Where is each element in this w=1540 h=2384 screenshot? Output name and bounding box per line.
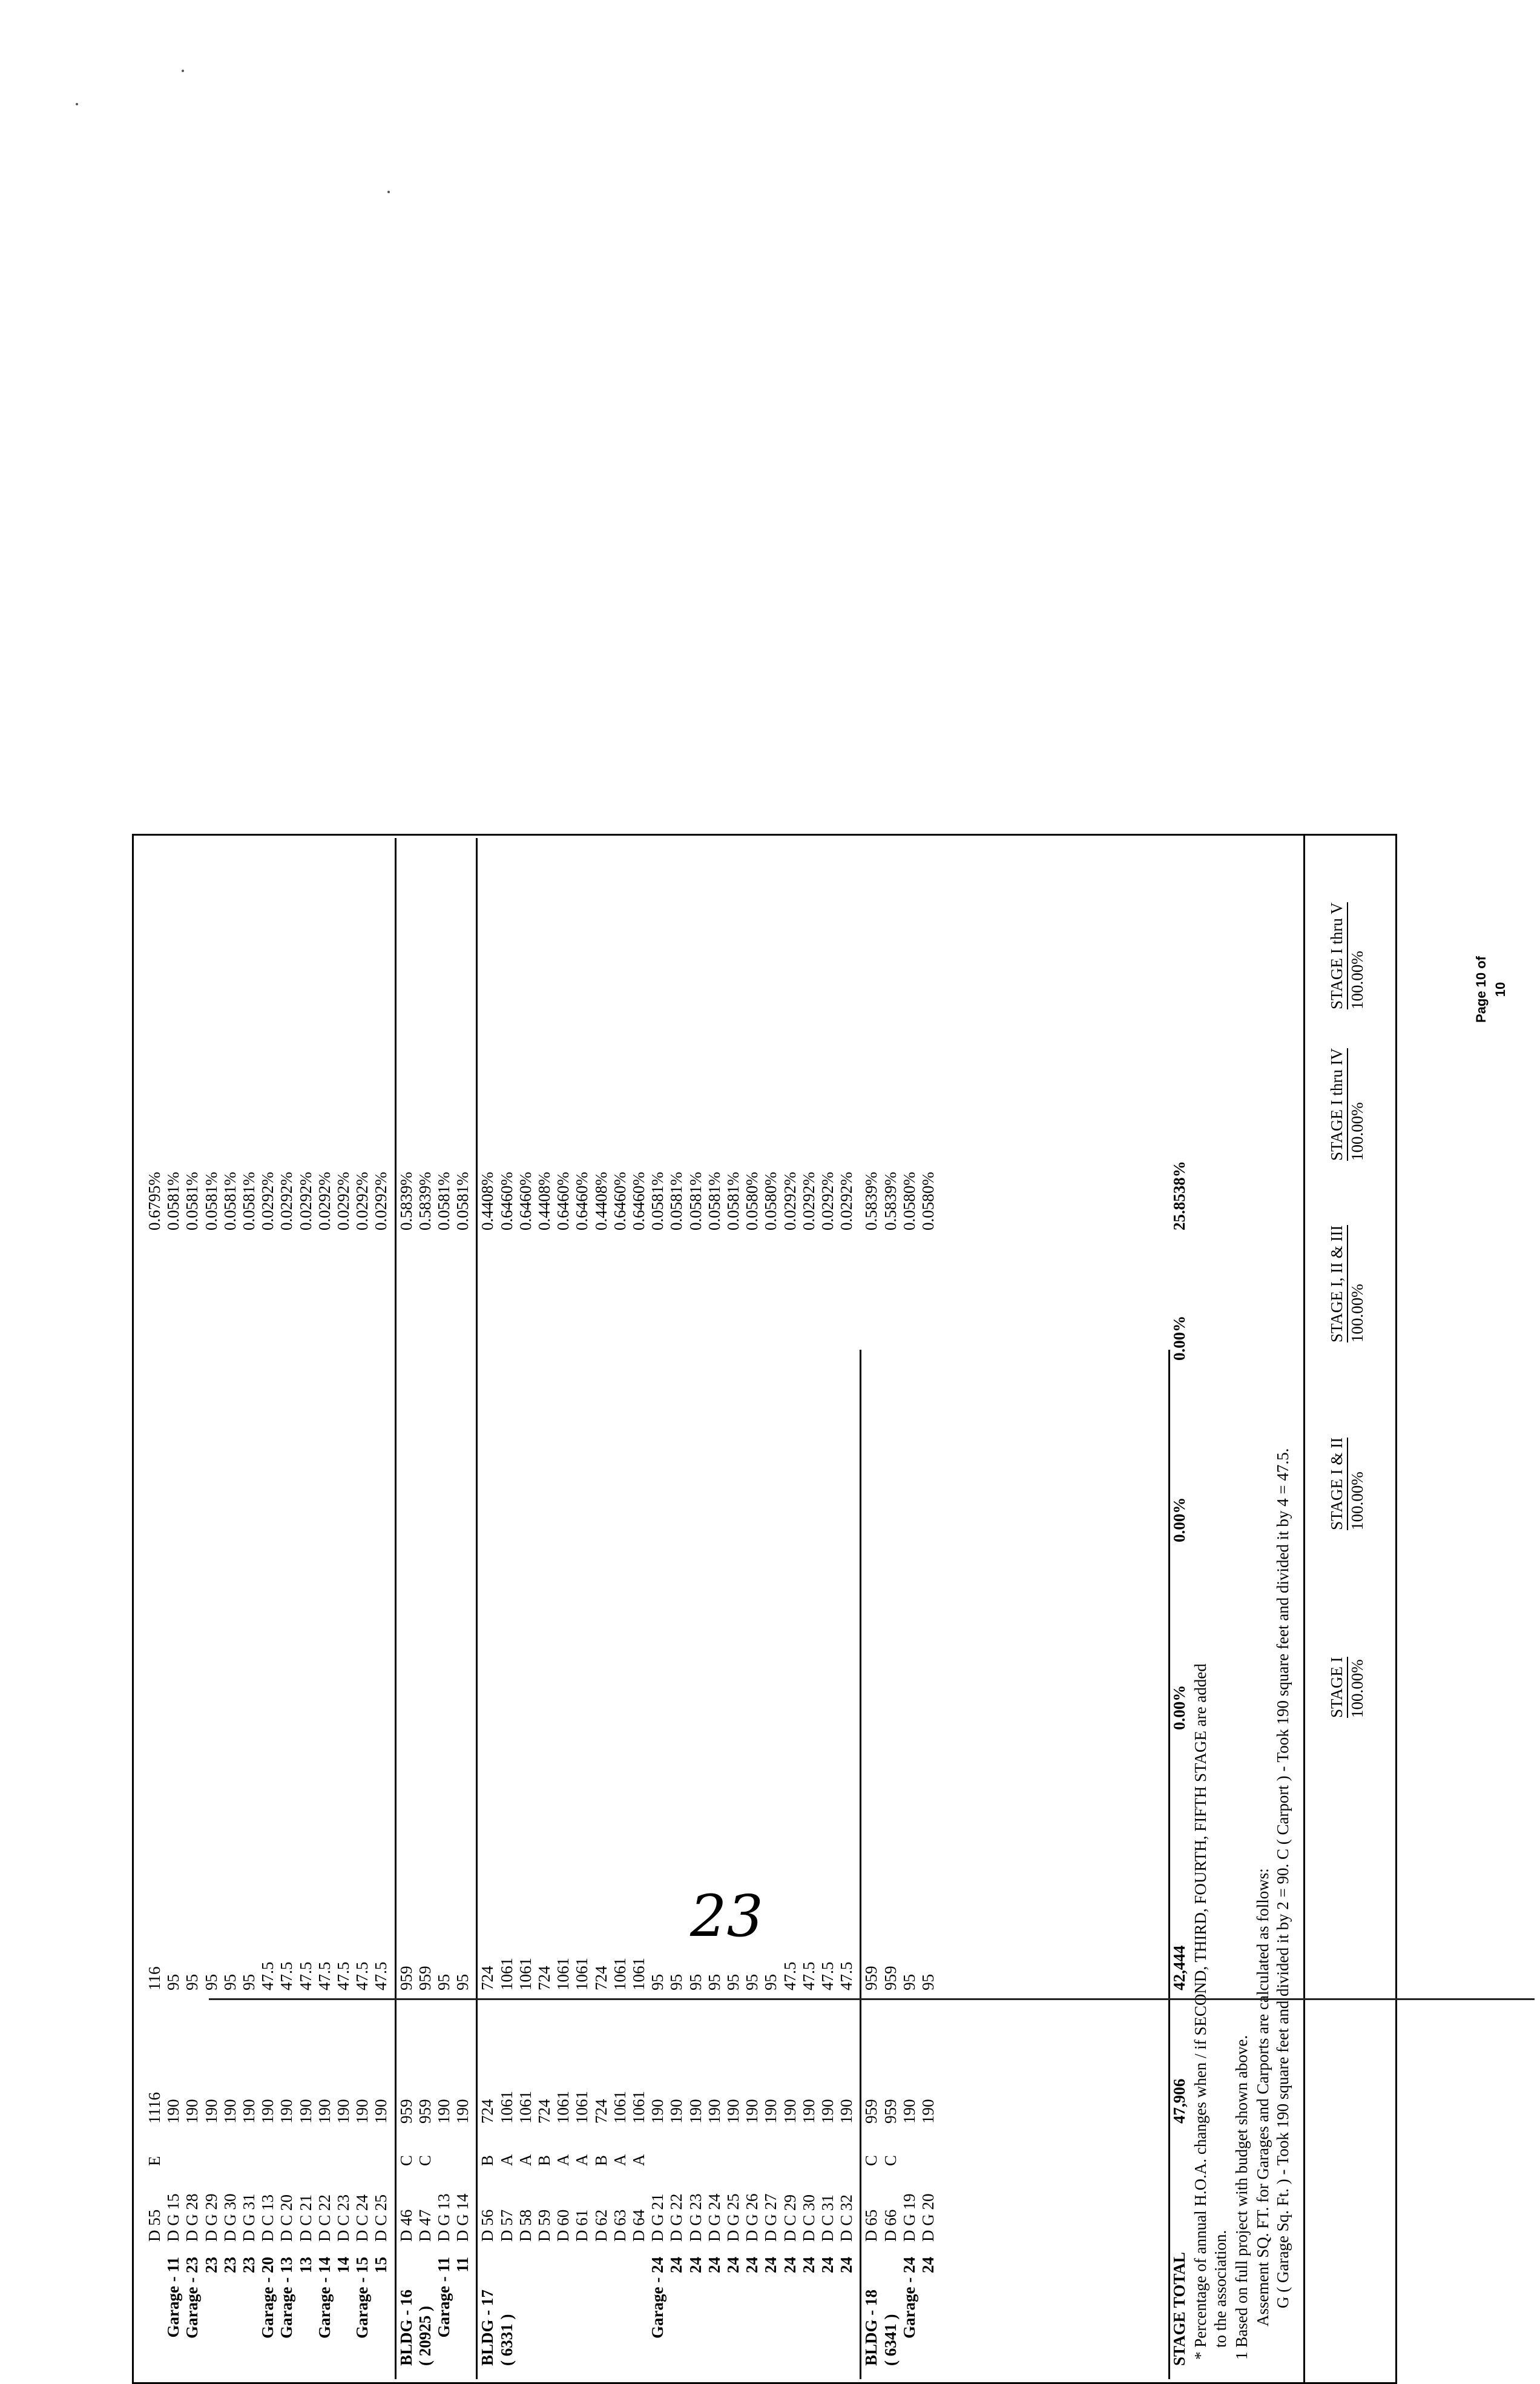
group-label: Garage - 13 <box>277 2257 296 2339</box>
unit-id: D G 20 <box>919 2193 937 2242</box>
unit-type: C <box>881 2155 900 2166</box>
square-feet: 1061 <box>554 2091 573 2124</box>
group-rule <box>860 1350 861 2379</box>
assessment-square-feet: 47.5 <box>837 1961 856 1990</box>
assessment-square-feet: 959 <box>397 1966 415 1990</box>
square-feet: 190 <box>277 2099 296 2124</box>
unit-id: D G 24 <box>705 2193 723 2242</box>
percentage: 0.0580% <box>743 1172 762 1230</box>
note-budget: 1 Based on full project with budget shown above. <box>1232 2035 1251 2360</box>
square-feet: 724 <box>535 2099 553 2124</box>
assessment-square-feet: 47.5 <box>334 1961 352 1990</box>
percentage: 0.0581% <box>705 1172 723 1230</box>
assessment-square-feet: 47.5 <box>277 1961 296 1990</box>
assessment-square-feet: 47.5 <box>296 1961 315 1990</box>
percentage: 0.5839% <box>881 1172 900 1230</box>
assessment-square-feet: 95 <box>762 1974 780 1990</box>
assessment-square-feet: 47.5 <box>258 1961 277 1990</box>
square-feet: 1116 <box>145 2092 163 2124</box>
percentage: 0.0581% <box>183 1172 202 1230</box>
percentage: 0.0292% <box>258 1172 277 1230</box>
assessment-square-feet: 47.5 <box>372 1961 390 1990</box>
unit-type: E <box>145 2156 163 2166</box>
assessment-square-feet: 724 <box>478 1966 497 1990</box>
assessment-square-feet: 95 <box>453 1974 472 1990</box>
unit-id: D G 22 <box>667 2193 686 2242</box>
unit-id: D C 30 <box>799 2194 818 2242</box>
stage-value: 100.00% <box>1348 1102 1366 1161</box>
scan-speck <box>387 191 390 193</box>
square-feet: 190 <box>372 2099 390 2124</box>
assessment-square-feet: 95 <box>183 1974 202 1990</box>
bottom-edge-line <box>209 1998 1535 2000</box>
group-label: Garage - 23 <box>183 2257 202 2339</box>
square-feet: 190 <box>315 2099 334 2124</box>
group-label: Garage - 15 <box>353 2257 372 2339</box>
assessment-square-feet: 95 <box>648 1974 667 1990</box>
assessment-square-feet: 1061 <box>516 1958 535 1990</box>
stage-total-sqft: 47,906 <box>1170 2078 1188 2124</box>
assessment-square-feet: 47.5 <box>799 1961 818 1990</box>
percentage: 0.0580% <box>900 1172 918 1230</box>
group-label: 14 <box>334 2257 352 2273</box>
group-label: 24 <box>762 2257 780 2273</box>
square-feet: 190 <box>164 2099 183 2124</box>
unit-id: D 61 <box>573 2209 591 2242</box>
percentage: 0.5839% <box>397 1172 415 1230</box>
assessment-square-feet: 95 <box>240 1974 258 1990</box>
note-percentage: * Percentage of annual H.O.A. changes when / if SECOND, THIRD, FOURTH, FIFTH STAGE are added <box>1191 1663 1209 2360</box>
stage-column <box>1328 1438 1366 1530</box>
unit-id: D G 13 <box>435 2193 453 2242</box>
square-feet: 190 <box>648 2099 667 2124</box>
percentage: 0.4408% <box>591 1172 610 1230</box>
assessment-square-feet: 1061 <box>573 1958 591 1990</box>
group-label: 23 <box>240 2257 258 2273</box>
group-label: 24 <box>724 2257 742 2273</box>
group-label: BLDG - 16 <box>397 2289 415 2366</box>
square-feet: 1061 <box>573 2091 591 2124</box>
percentage: 0.6460% <box>610 1172 629 1230</box>
page-footer: Page 10 of 10 <box>1473 956 1508 1023</box>
assessment-square-feet: 95 <box>686 1974 705 1990</box>
unit-type: C <box>862 2155 881 2166</box>
square-feet: 190 <box>334 2099 352 2124</box>
percentage: 0.0581% <box>240 1172 258 1230</box>
square-feet: 190 <box>705 2099 723 2124</box>
unit-id: D C 32 <box>837 2194 856 2242</box>
note-garage-carport: G ( Garage Sq. Ft. ) - Took 190 square feet and divided it by 2 = 90. C ( Carport ) - Took 190 square feet and divided it by 4 = 47.5. <box>1274 1448 1292 2308</box>
stage-value: 100.00% <box>1348 1284 1366 1342</box>
percentage: 0.0292% <box>334 1172 352 1230</box>
percentage: 0.0292% <box>372 1172 390 1230</box>
square-feet: 190 <box>667 2099 686 2124</box>
percentage: 0.0292% <box>277 1172 296 1230</box>
percentage: 0.0581% <box>648 1172 667 1230</box>
unit-type: A <box>610 2154 629 2166</box>
percentage: 0.0292% <box>296 1172 315 1230</box>
unit-id: D 66 <box>881 2209 900 2242</box>
percentage: 0.6795% <box>145 1172 163 1230</box>
unit-id: D G 19 <box>900 2193 918 2242</box>
assessment-square-feet: 95 <box>164 1974 183 1990</box>
assessment-square-feet: 95 <box>900 1974 918 1990</box>
assessment-square-feet: 95 <box>667 1974 686 1990</box>
group-label: ( 6331 ) <box>497 2314 516 2366</box>
unit-id: D 59 <box>535 2209 553 2242</box>
stage-column <box>1328 902 1366 1009</box>
assessment-square-feet: 47.5 <box>353 1961 372 1990</box>
unit-id: D 47 <box>415 2209 434 2242</box>
square-feet: 959 <box>862 2099 881 2124</box>
group-rule <box>395 838 397 2379</box>
square-feet: 190 <box>919 2099 937 2124</box>
assessment-square-feet: 1061 <box>497 1958 516 1990</box>
square-feet: 190 <box>743 2099 762 2124</box>
assessment-square-feet: 959 <box>881 1966 900 1990</box>
assessment-square-feet: 1061 <box>630 1958 648 1990</box>
percentage: 0.0581% <box>435 1172 453 1230</box>
percentage: 0.0292% <box>837 1172 856 1230</box>
group-label: 24 <box>799 2257 818 2273</box>
square-feet: 190 <box>799 2099 818 2124</box>
unit-id: D 60 <box>554 2209 573 2242</box>
unit-id: D G 14 <box>453 2193 472 2242</box>
note-association: to the association. <box>1211 2230 1229 2348</box>
group-label: BLDG - 17 <box>478 2289 497 2366</box>
unit-id: D G 29 <box>202 2193 220 2242</box>
group-label: 24 <box>919 2257 937 2273</box>
group-label: Garage - 11 <box>164 2257 183 2338</box>
percentage: 0.0581% <box>453 1172 472 1230</box>
stage-value: 100.00% <box>1348 951 1366 1009</box>
assessment-square-feet: 959 <box>862 1966 881 1990</box>
unit-id: D 57 <box>497 2209 516 2242</box>
unit-id: D G 23 <box>686 2193 705 2242</box>
group-label: 13 <box>296 2257 315 2273</box>
stage-column <box>1328 1048 1366 1161</box>
handwritten-page-number: 23 <box>690 1883 763 1950</box>
group-label: Garage - 20 <box>258 2257 277 2339</box>
stage-column <box>1328 1225 1366 1342</box>
unit-id: D G 26 <box>743 2193 762 2242</box>
unit-id: D 46 <box>397 2209 415 2242</box>
assessment-square-feet: 116 <box>145 1966 163 1990</box>
assessment-square-feet: 95 <box>202 1974 220 1990</box>
assessment-square-feet: 724 <box>591 1966 610 1990</box>
percentage: 0.6460% <box>516 1172 535 1230</box>
group-label: 24 <box>686 2257 705 2273</box>
unit-id: D 58 <box>516 2209 535 2242</box>
assessment-square-feet: 95 <box>705 1974 723 1990</box>
unit-type: A <box>573 2154 591 2166</box>
stage-total-assessment-sqft: 42,444 <box>1170 1945 1188 1990</box>
square-feet: 190 <box>353 2099 372 2124</box>
unit-id: D C 13 <box>258 2194 277 2242</box>
group-label: 24 <box>743 2257 762 2273</box>
unit-id: D 62 <box>591 2209 610 2242</box>
percentage: 0.4408% <box>478 1172 497 1230</box>
square-feet: 190 <box>220 2099 239 2124</box>
unit-id: D 65 <box>862 2209 881 2242</box>
stage-total-pct-2: 0.00% <box>1170 1497 1188 1542</box>
percentage: 0.6460% <box>554 1172 573 1230</box>
percentage: 0.0292% <box>799 1172 818 1230</box>
percentage: 0.0292% <box>315 1172 334 1230</box>
percentage: 0.0581% <box>724 1172 742 1230</box>
stage-total-pct: 25.8538% <box>1170 1161 1188 1230</box>
unit-id: D G 15 <box>164 2193 183 2242</box>
rotated-table-frame <box>132 834 1397 2384</box>
stage-total-label: STAGE TOTAL <box>1170 2252 1188 2366</box>
square-feet: 959 <box>397 2099 415 2124</box>
square-feet: 959 <box>881 2099 900 2124</box>
unit-id: D C 31 <box>818 2194 837 2242</box>
stage-total-pct-3: 0.00% <box>1170 1315 1188 1361</box>
square-feet: 190 <box>183 2099 202 2124</box>
unit-type: A <box>554 2154 573 2166</box>
unit-id: D G 28 <box>183 2193 202 2242</box>
stage-label: STAGE I & II <box>1328 1438 1348 1530</box>
scan-speck <box>182 70 184 72</box>
assessment-square-feet: 47.5 <box>780 1961 799 1990</box>
stage-label: STAGE I thru IV <box>1328 1048 1348 1161</box>
unit-id: D G 25 <box>724 2193 742 2242</box>
percentage: 0.0292% <box>353 1172 372 1230</box>
square-feet: 190 <box>686 2099 705 2124</box>
unit-id: D C 29 <box>780 2194 799 2242</box>
percentage: 0.0580% <box>919 1172 937 1230</box>
square-feet: 724 <box>478 2099 497 2124</box>
unit-type: C <box>415 2155 434 2166</box>
percentage: 0.0581% <box>667 1172 686 1230</box>
percentage: 0.4408% <box>535 1172 553 1230</box>
percentage: 0.6460% <box>573 1172 591 1230</box>
percentage: 0.0292% <box>780 1172 799 1230</box>
group-label: Garage - 11 <box>435 2257 453 2338</box>
assessment-square-feet: 47.5 <box>315 1961 334 1990</box>
group-label: Garage - 14 <box>315 2257 334 2339</box>
group-label: 24 <box>667 2257 686 2273</box>
percentage: 0.0581% <box>164 1172 183 1230</box>
square-feet: 1061 <box>497 2091 516 2124</box>
group-label: 15 <box>372 2257 390 2273</box>
assessment-square-feet: 95 <box>435 1974 453 1990</box>
square-feet: 1061 <box>516 2091 535 2124</box>
group-label: 24 <box>837 2257 856 2273</box>
percentage: 0.0581% <box>202 1172 220 1230</box>
square-feet: 190 <box>900 2099 918 2124</box>
assessment-square-feet: 95 <box>220 1974 239 1990</box>
unit-type: A <box>497 2154 516 2166</box>
stage-label: STAGE I thru V <box>1328 902 1348 1009</box>
group-rule <box>476 838 478 2379</box>
scan-speck <box>76 103 78 105</box>
percentage: 0.0292% <box>818 1172 837 1230</box>
assessment-square-feet: 959 <box>415 1966 434 1990</box>
square-feet: 190 <box>724 2099 742 2124</box>
assessment-square-feet: 95 <box>743 1974 762 1990</box>
group-label: Garage - 24 <box>648 2257 667 2339</box>
unit-type: A <box>516 2154 535 2166</box>
group-label: BLDG - 18 <box>862 2289 881 2366</box>
square-feet: 190 <box>258 2099 277 2124</box>
square-feet: 959 <box>415 2099 434 2124</box>
percentage: 0.0581% <box>220 1172 239 1230</box>
square-feet: 190 <box>762 2099 780 2124</box>
divider-line <box>1303 834 1305 2384</box>
unit-type: B <box>478 2155 497 2166</box>
group-label: 24 <box>705 2257 723 2273</box>
stage-total-pct-1: 0.00% <box>1170 1685 1188 1730</box>
stage-value: 100.00% <box>1348 1471 1366 1530</box>
group-label: Garage - 24 <box>900 2257 918 2339</box>
percentage: 0.6460% <box>630 1172 648 1230</box>
square-feet: 190 <box>435 2099 453 2124</box>
square-feet: 190 <box>818 2099 837 2124</box>
square-feet: 190 <box>780 2099 799 2124</box>
stage-value: 100.00% <box>1348 1659 1366 1718</box>
unit-id: D G 21 <box>648 2193 667 2242</box>
unit-id: D G 30 <box>220 2193 239 2242</box>
group-label: ( 6341 ) <box>881 2314 900 2366</box>
square-feet: 190 <box>453 2099 472 2124</box>
assessment-square-feet: 47.5 <box>818 1961 837 1990</box>
unit-id: D 55 <box>145 2209 163 2242</box>
percentage: 0.0581% <box>686 1172 705 1230</box>
assessment-square-feet: 1061 <box>554 1958 573 1990</box>
group-label: 23 <box>202 2257 220 2273</box>
unit-id: D 63 <box>610 2209 629 2242</box>
unit-type: B <box>591 2155 610 2166</box>
unit-id: D G 31 <box>240 2193 258 2242</box>
stage-label: STAGE I, II & III <box>1328 1225 1348 1342</box>
percentage: 0.0580% <box>762 1172 780 1230</box>
group-label: 23 <box>220 2257 239 2273</box>
unit-id: D C 23 <box>334 2194 352 2242</box>
assessment-square-feet: 1061 <box>610 1958 629 1990</box>
square-feet: 190 <box>837 2099 856 2124</box>
square-feet: 1061 <box>630 2091 648 2124</box>
unit-id: D C 25 <box>372 2194 390 2242</box>
percentage: 0.5839% <box>862 1172 881 1230</box>
unit-id: D C 22 <box>315 2194 334 2242</box>
group-label: 11 <box>453 2257 472 2273</box>
unit-id: D 56 <box>478 2209 497 2242</box>
square-feet: 190 <box>240 2099 258 2124</box>
unit-id: D G 27 <box>762 2193 780 2242</box>
percentage: 0.6460% <box>497 1172 516 1230</box>
assessment-square-feet: 95 <box>919 1974 937 1990</box>
square-feet: 190 <box>202 2099 220 2124</box>
unit-type: C <box>397 2155 415 2166</box>
group-label: 24 <box>780 2257 799 2273</box>
note-assessment: Assement SQ. FT. for Garages and Carports are calculated as follows: <box>1254 1868 1272 2326</box>
stage-label: STAGE I <box>1328 1657 1348 1718</box>
group-label: ( 20925 ) <box>415 2306 434 2366</box>
unit-id: D 64 <box>630 2209 648 2242</box>
unit-type: A <box>630 2154 648 2166</box>
stage-column <box>1328 1657 1366 1718</box>
unit-id: D C 20 <box>277 2194 296 2242</box>
square-feet: 724 <box>591 2099 610 2124</box>
group-label: 24 <box>818 2257 837 2273</box>
percentage: 0.5839% <box>415 1172 434 1230</box>
assessment-square-feet: 95 <box>724 1974 742 1990</box>
unit-id: D C 21 <box>296 2194 315 2242</box>
square-feet: 1061 <box>610 2091 629 2124</box>
square-feet: 190 <box>296 2099 315 2124</box>
assessment-square-feet: 724 <box>535 1966 553 1990</box>
unit-type: B <box>535 2155 553 2166</box>
unit-id: D C 24 <box>353 2194 372 2242</box>
